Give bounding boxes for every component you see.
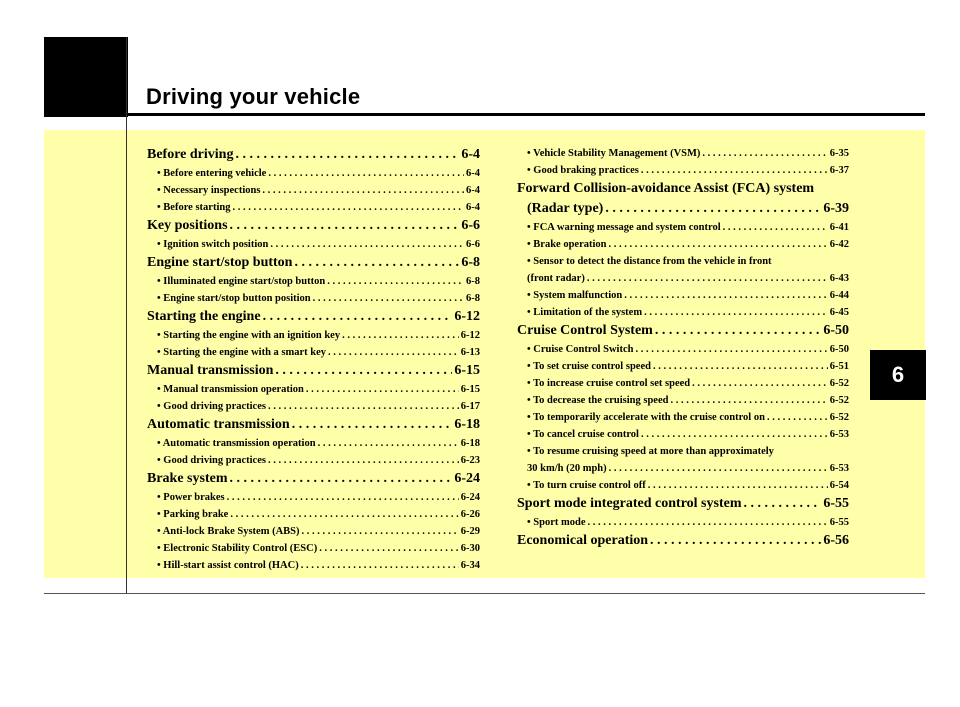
toc-entry-title: • Good driving practices — [157, 401, 266, 412]
toc-subsection[interactable] — [147, 452, 480, 469]
toc-leader-dots — [232, 199, 464, 216]
toc-leader-dots — [301, 557, 459, 574]
toc-page-number: 6-55 — [823, 496, 849, 511]
toc-section[interactable] — [147, 361, 480, 381]
toc-leader-dots — [670, 392, 827, 409]
toc-page-number: 6-52 — [829, 378, 849, 389]
toc-subsection[interactable] — [147, 199, 480, 216]
toc-page-number: 6-44 — [829, 290, 849, 301]
toc-page-number: 6-53 — [829, 429, 849, 440]
toc-entry-title: • System malfunction — [527, 290, 623, 301]
toc-subsection[interactable] — [147, 236, 480, 253]
toc-left-column — [147, 145, 480, 574]
toc-page-number: 6-52 — [829, 412, 849, 423]
toc-entry-title: Economical operation — [517, 533, 649, 548]
toc-leader-dots — [268, 165, 464, 182]
toc-subsection[interactable] — [147, 165, 480, 182]
toc-page-number: 6-41 — [829, 222, 849, 233]
toc-page-number: 6-50 — [829, 344, 849, 355]
toc-subsection[interactable] — [517, 162, 849, 179]
toc-leader-dots — [644, 304, 828, 321]
toc-page-number: 6-29 — [460, 526, 480, 537]
toc-entry-title: Manual transmission — [147, 363, 274, 378]
toc-page-number: 6-23 — [460, 455, 480, 466]
toc-section[interactable] — [147, 415, 480, 435]
toc-leader-dots — [655, 321, 821, 341]
bottom-rule — [44, 593, 925, 594]
toc-subsection[interactable] — [517, 270, 849, 287]
toc-subsection[interactable] — [517, 460, 849, 477]
toc-subsection[interactable] — [517, 304, 849, 321]
toc-entry-title: • Illuminated engine start/stop button — [157, 276, 326, 287]
toc-page-number: 6-24 — [454, 471, 480, 486]
toc-leader-dots — [294, 253, 459, 273]
toc-subsection[interactable] — [147, 557, 480, 574]
toc-entry-title: • Manual transmission operation — [157, 384, 304, 395]
toc-entry-title: • Before entering vehicle — [157, 168, 267, 179]
toc-leader-dots — [609, 460, 828, 477]
toc-entry-title: • Power brakes — [157, 492, 225, 503]
toc-page-number: 6-26 — [460, 509, 480, 520]
toc-page-number: 6-50 — [823, 323, 849, 338]
toc-entry-title: Sport mode integrated control system — [517, 496, 742, 511]
toc-entry-title: • Starting the engine with an ignition key — [157, 330, 341, 341]
toc-page-number: 6-12 — [454, 309, 480, 324]
toc-page-number: 6-56 — [823, 533, 849, 548]
toc-entry-title: • Hill-start assist control (HAC) — [157, 560, 299, 571]
toc-page-number: 6-4 — [466, 202, 480, 213]
toc-entry-title: • Automatic transmission operation — [157, 438, 316, 449]
toc-page-number: 6-24 — [460, 492, 480, 503]
toc-entry-title: • To turn cruise control off — [527, 480, 646, 491]
toc-leader-dots — [230, 216, 460, 236]
toc-subsection[interactable] — [517, 375, 849, 392]
chapter-tab[interactable] — [870, 350, 926, 400]
toc-page-number: 6-8 — [461, 255, 480, 270]
toc-subsection[interactable] — [147, 523, 480, 540]
toc-subsection[interactable] — [517, 392, 849, 409]
page-title: Driving your vehicle — [146, 84, 361, 109]
toc-entry-title: • To decrease the cruising speed — [527, 395, 669, 406]
toc-page-number: 6-6 — [466, 239, 480, 250]
toc-page-number: 6-4 — [466, 168, 480, 179]
toc-page-number: 6-15 — [460, 384, 480, 395]
toc-leader-dots — [230, 506, 458, 523]
toc-page-number: 6-43 — [829, 273, 849, 284]
toc-page-number: 6-54 — [829, 480, 849, 491]
toc-page-number: 6-30 — [460, 543, 480, 554]
toc-page-number: 6-12 — [460, 330, 480, 341]
toc-leader-dots — [641, 426, 828, 443]
toc-page-number: 6-45 — [829, 307, 849, 318]
toc-page-number: 6-51 — [829, 361, 849, 372]
toc-leader-dots — [327, 273, 464, 290]
toc-section[interactable] — [147, 307, 480, 327]
toc-leader-dots — [318, 435, 459, 452]
toc-entry-title: • Starting the engine with a smart key — [157, 347, 327, 358]
chapter-number: 6 — [891, 362, 905, 387]
toc-leader-dots — [723, 219, 828, 236]
toc-page-number: 6-53 — [829, 463, 849, 474]
toc-entry-title: • Parking brake — [157, 509, 229, 520]
toc-section[interactable] — [517, 199, 849, 219]
toc-entry-title: • FCA warning message and system control — [527, 222, 721, 233]
toc-leader-dots — [270, 236, 464, 253]
toc-leader-dots — [227, 489, 459, 506]
toc-leader-dots — [268, 398, 459, 415]
toc-entry-title: • To temporarily accelerate with the cruise control on — [527, 412, 765, 423]
toc-entry-title: • Sport mode — [527, 517, 586, 528]
toc-page-number: 6-13 — [460, 347, 480, 358]
toc-entry-title: 30 km/h (20 mph) — [527, 463, 607, 474]
toc-subsection[interactable] — [147, 506, 480, 523]
toc-subsection[interactable] — [517, 145, 849, 162]
toc-subsection[interactable] — [517, 426, 849, 443]
toc-leader-dots — [692, 375, 828, 392]
toc-entry-title: Engine start/stop button — [147, 255, 293, 270]
toc-section[interactable] — [147, 145, 480, 165]
toc-entry-title: • Cruise Control Switch — [527, 344, 634, 355]
toc-page-number: 6-17 — [460, 401, 480, 412]
toc-entry-title: (Radar type) — [527, 201, 604, 216]
toc-page-number: 6-4 — [466, 185, 480, 196]
toc-entry-title: • Good driving practices — [157, 455, 266, 466]
toc-leader-dots — [342, 327, 459, 344]
toc-entry-title: • Ignition switch position — [157, 239, 269, 250]
toc-leader-dots — [605, 199, 821, 219]
toc-leader-dots — [230, 469, 453, 489]
toc-page-number: 6-55 — [829, 517, 849, 528]
toc-entry-title: • Good braking practices — [527, 165, 639, 176]
toc-page-number: 6-18 — [460, 438, 480, 449]
toc-leader-dots — [648, 477, 828, 494]
toc-leader-dots — [328, 344, 459, 361]
toc-entry-title: • To set cruise control speed — [527, 361, 651, 372]
toc-leader-dots — [268, 452, 459, 469]
toc-page-number: 6-8 — [466, 276, 480, 287]
toc-subsection[interactable] — [147, 381, 480, 398]
toc-entry-title: • Brake operation — [527, 239, 607, 250]
toc-subsection[interactable] — [147, 182, 480, 199]
toc-entry-title: Starting the engine — [147, 309, 261, 324]
toc-leader-dots — [653, 358, 828, 375]
toc-entry-title: • Anti-lock Brake System (ABS) — [157, 526, 300, 537]
toc-entry-title: • Limitation of the system — [527, 307, 643, 318]
toc-subsection[interactable] — [517, 236, 849, 253]
toc-page-number: 6-18 — [454, 417, 480, 432]
toc-leader-dots — [767, 409, 828, 426]
toc-subsection[interactable] — [147, 273, 480, 290]
toc-section[interactable] — [517, 531, 849, 551]
toc-section[interactable] — [147, 253, 480, 273]
toc-entry-title: • Necessary inspections — [157, 185, 261, 196]
toc-entry-heading[interactable]: Forward Collision-avoidance Assist (FCA) system — [517, 181, 815, 196]
toc-page-number: 6-6 — [461, 218, 480, 233]
toc-leader-dots — [635, 341, 827, 358]
toc-subsection[interactable] — [517, 409, 849, 426]
toc-leader-dots — [292, 415, 453, 435]
toc-entry-title: • To increase cruise control set speed — [527, 378, 691, 389]
toc-leader-dots — [262, 182, 464, 199]
toc-entry-title: • Electronic Stability Control (ESC) — [157, 543, 318, 554]
toc-subsection[interactable] — [517, 514, 849, 531]
toc-entry-title: Automatic transmission — [147, 417, 290, 432]
toc-leader-dots — [263, 307, 453, 327]
toc-leader-dots — [275, 361, 452, 381]
toc-entry-title: • Vehicle Stability Management (VSM) — [527, 148, 701, 159]
toc-page-number: 6-39 — [823, 201, 849, 216]
toc-entry-title: • Engine start/stop button position — [157, 293, 311, 304]
toc-leader-dots — [319, 540, 459, 557]
toc-entry-heading[interactable]: • To resume cruising speed at more than approximately — [527, 446, 774, 457]
header-rule — [128, 113, 925, 116]
toc-entry-title: Key positions — [147, 218, 228, 233]
toc-section[interactable] — [517, 321, 849, 341]
chapter-corner-block — [44, 37, 128, 117]
toc-entry-title: Before driving — [147, 147, 234, 162]
toc-page-number: 6-37 — [829, 165, 849, 176]
toc-subsection[interactable] — [147, 540, 480, 557]
toc-subsection[interactable] — [147, 435, 480, 452]
toc-subsection[interactable] — [517, 219, 849, 236]
toc-section[interactable] — [147, 216, 480, 236]
toc-subsection[interactable] — [147, 290, 480, 307]
toc-leader-dots — [313, 290, 464, 307]
toc-right-column — [517, 145, 849, 551]
toc-leader-dots — [609, 236, 828, 253]
toc-subsection[interactable] — [147, 327, 480, 344]
toc-entry-heading[interactable]: • Sensor to detect the distance from the vehicle in front — [527, 256, 772, 267]
toc-subsection[interactable] — [517, 341, 849, 358]
toc-entry-title: Brake system — [147, 471, 228, 486]
toc-entry-title: (front radar) — [527, 273, 585, 284]
toc-leader-dots — [235, 145, 459, 165]
toc-subsection[interactable] — [517, 287, 849, 304]
toc-subsection[interactable] — [147, 344, 480, 361]
toc-entry-title: • To cancel cruise control — [527, 429, 639, 440]
toc-entry-title: Cruise Control System — [517, 323, 653, 338]
toc-leader-dots — [641, 162, 828, 179]
toc-leader-dots — [650, 531, 821, 551]
toc-page-number: 6-8 — [466, 293, 480, 304]
toc-page-number: 6-35 — [829, 148, 849, 159]
toc-subsection[interactable] — [517, 477, 849, 494]
toc-leader-dots — [306, 381, 459, 398]
toc-leader-dots — [702, 145, 827, 162]
toc-page-number: 6-15 — [454, 363, 480, 378]
toc-leader-dots — [302, 523, 459, 540]
toc-page-number: 6-4 — [461, 147, 480, 162]
toc-entry-title: • Before starting — [157, 202, 231, 213]
toc-subsection[interactable] — [147, 398, 480, 415]
toc-subsection[interactable] — [147, 489, 480, 506]
toc-section[interactable] — [147, 469, 480, 489]
toc-leader-dots — [744, 494, 822, 514]
toc-page-number: 6-52 — [829, 395, 849, 406]
toc-leader-dots — [624, 287, 827, 304]
margin-line — [126, 37, 127, 593]
toc-page-number: 6-42 — [829, 239, 849, 250]
toc-page-number: 6-34 — [460, 560, 480, 571]
toc-subsection[interactable] — [517, 358, 849, 375]
toc-section[interactable] — [517, 494, 849, 514]
toc-leader-dots — [588, 514, 828, 531]
toc-leader-dots — [587, 270, 828, 287]
